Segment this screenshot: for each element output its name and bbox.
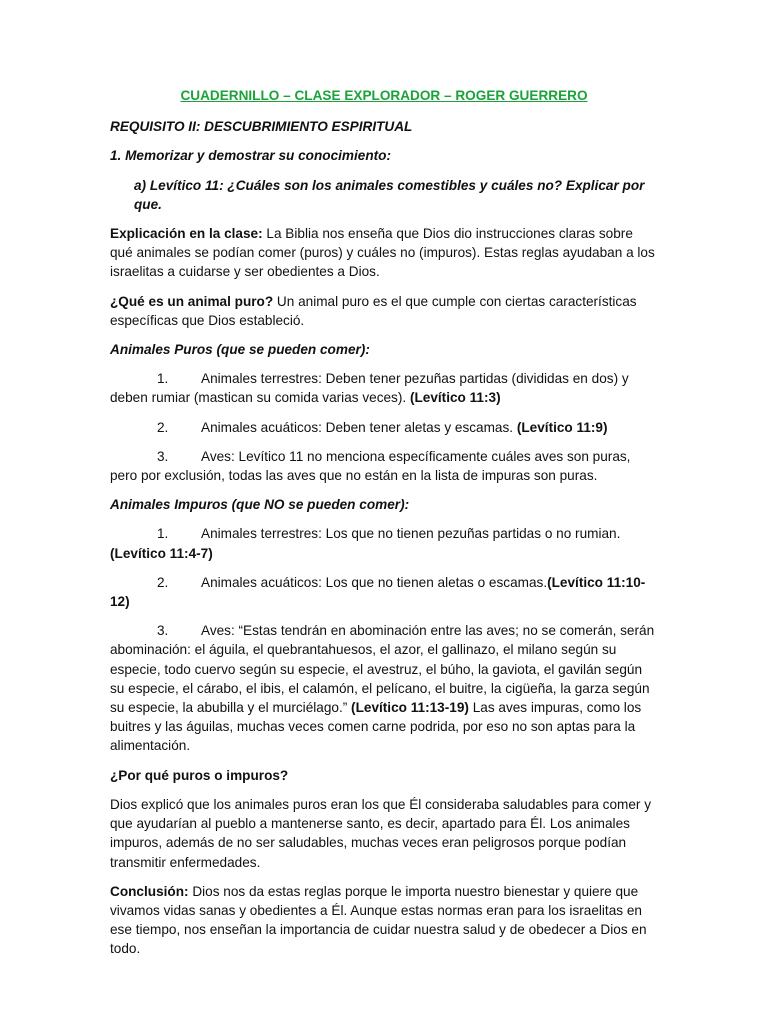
- explicacion-label: Explicación en la clase:: [110, 226, 263, 242]
- puro-definition-paragraph: [110, 292, 658, 330]
- item-text: Animales acuáticos: Los que no tienen aletas o escamas.: [201, 574, 548, 590]
- document-title: CUADERNILLO – CLASE EXPLORADOR – ROGER GUERRERO: [180, 88, 588, 103]
- item-text: Animales acuáticos: Deben tener aletas y escamas.: [201, 419, 517, 435]
- item-reference: (Levítico 11:4-7): [110, 545, 213, 561]
- impuros-item-1: [110, 524, 658, 562]
- puros-item-1: [110, 369, 658, 407]
- puro-definition-text: Un animal puro es el que cumple con ciertas características específicas que Dios estableció.: [110, 293, 637, 328]
- question-a: a) Levítico 11: ¿Cuáles son los animales comestibles y cuáles no? Explicar por que.: [134, 177, 645, 212]
- item-number: 1.: [157, 526, 169, 542]
- impuros-item-3: [110, 621, 658, 755]
- item-text: Aves: “Estas tendrán en abominación entre las aves; no se comerán, serán abominación: el águila, el quebrantahuesos, el azor, el gallinazo, el milano según su especie, todo cuervo según su especie, el avestruz, el búho, la gaviota, el gavilán según su especie, el cárabo, el ibis, el calamón, el pelícano, el buitre, la cigüeña, la garza según su especie, la abubilla y el murciélago.”: [110, 623, 655, 716]
- conclusion-label: Conclusión:: [110, 883, 189, 899]
- impuros-item-2: [110, 573, 658, 611]
- item-reference: (Levítico 11:10-12): [110, 574, 646, 610]
- puro-definition-label: ¿Qué es un animal puro?: [110, 293, 274, 309]
- puros-item-2: [110, 418, 658, 437]
- conclusion-text: Dios nos da estas reglas porque le importa nuestro bienestar y quiere que vivamos vidas sanas y obedientes a Él. Aunque estas normas eran para los israelitas en ese tiempo, nos enseñan la importancia de cuidar nuestra salud y de obedecer a Dios en todo.: [110, 883, 647, 957]
- memorizar-heading: 1. Memorizar y demostrar su conocimiento:: [110, 148, 392, 164]
- impuros-heading: Animales Impuros (que NO se pueden comer):: [110, 497, 410, 513]
- porque-paragraph: Dios explicó que los animales puros eran los que Él consideraba saludables para comer y que ayudarían al pueblo a mantenerse santo, es decir, apartado para Él. Los animales impuros, además de no ser saludables, muchas veces eran peligrosos porque podían transmitir enfermedades.: [110, 796, 652, 870]
- item-tail: Las aves impuras, como los buitres y las águilas, muchas veces comen carne podrida, por eso no son aptas para la alimentación.: [110, 700, 642, 754]
- item-reference: (Levítico 11:13-19): [351, 700, 469, 716]
- explicacion-paragraph: [110, 224, 658, 282]
- porque-heading: ¿Por qué puros o impuros?: [110, 767, 289, 783]
- item-number: 3.: [157, 448, 169, 464]
- item-number: 1.: [157, 371, 169, 387]
- item-text: Aves: Levítico 11 no menciona específicamente cuáles aves son puras, pero por exclusión, todas las aves que no están en la lista de impuras son puras.: [110, 448, 631, 484]
- item-text: Animales terrestres: Deben tener pezuñas partidas (divididas en dos) y deben rumiar (mastican su comida varias veces).: [110, 371, 629, 406]
- item-reference: (Levítico 11:3): [409, 390, 501, 406]
- requisito-heading: REQUISITO II: DESCUBRIMIENTO ESPIRITUAL: [110, 119, 413, 135]
- item-number: 2.: [157, 574, 169, 590]
- item-text: Animales terrestres: Los que no tienen pezuñas partidas o no rumian.: [201, 526, 621, 542]
- item-number: 3.: [157, 623, 169, 639]
- item-reference: (Levítico 11:9): [516, 419, 608, 435]
- item-number: 2.: [157, 419, 169, 435]
- conclusion-paragraph: [110, 882, 658, 959]
- document-body: [110, 86, 658, 969]
- puros-heading: Animales Puros (que se pueden comer):: [110, 342, 370, 358]
- puros-item-3: [110, 447, 658, 485]
- explicacion-text: La Biblia nos enseña que Dios dio instrucciones claras sobre qué animales se podían comer (puros) y cuáles no (impuros). Estas reglas ayudaban a los israelitas a cuidarse y ser obedientes a Dios.: [110, 226, 655, 280]
